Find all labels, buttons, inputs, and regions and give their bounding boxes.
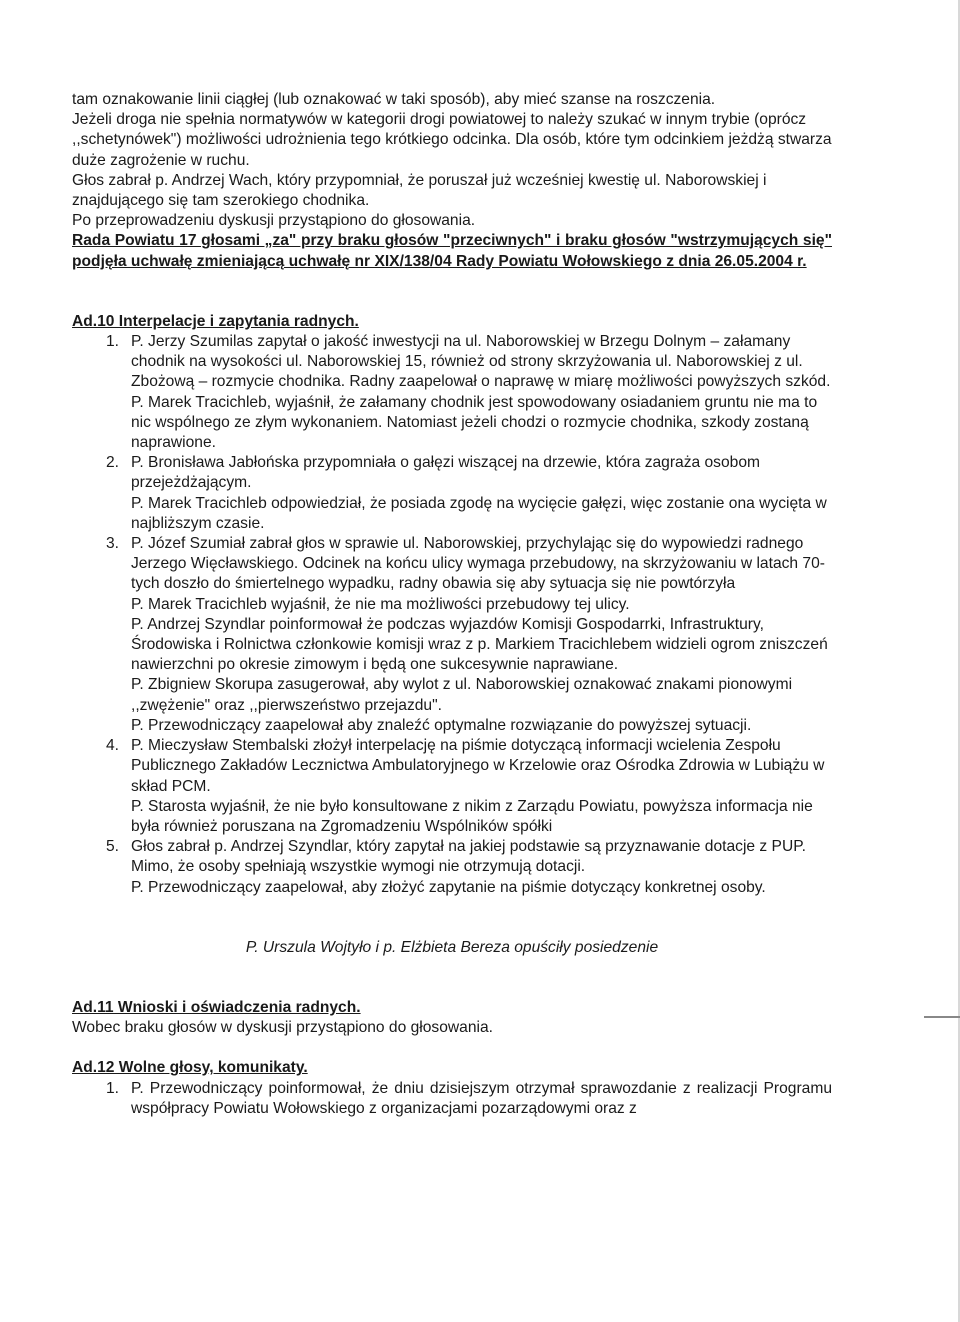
departure-note: P. Urszula Wojtyło i p. Elżbieta Bereza opuściły posiedzenie bbox=[245, 938, 659, 956]
item-number: 4. bbox=[105, 737, 119, 755]
ad10-heading: Ad.10 Interpelacje i zapytania radnych. bbox=[72, 312, 359, 330]
item-line: P. Józef Szumiał zabrał głos w sprawie ul. Naborowskiej, przychylając się do wypowiedzi radnego Jerzego Więcławskiego. Odcinek na końcu ulicy wymaga przebudowy, na skrzyżowaniu w latach 70-tych doszło do śmiertelnego wypadku, radny obawia się aby sytuacja się nie powtórzyła bbox=[131, 535, 825, 593]
ad10-item-1 bbox=[72, 332, 832, 453]
item-line: P. Marek Tracichleb, wyjaśnił, że załamany chodnik jest spowodowany osiadaniem gruntu nie ma to nic wspólnego ze złym wykonaniem. Natomiast jeżeli chodzi o rozmycie chodnika, szkody zostaną naprawione. bbox=[131, 393, 818, 452]
ad10-item-3 bbox=[72, 534, 832, 736]
item-line: P. Bronisława Jabłońska przypomniała o gałęzi wiszącej na drzewie, która zagraża osobom przejeżdżającym. bbox=[131, 454, 760, 492]
item-line: Głos zabrał p. Andrzej Szyndlar, który zapytał na jakiej podstawie są przyznawanie dotacje z PUP. Mimo, że osoby spełniają wszystkie wymogi nie otrzymują dotacji. bbox=[131, 838, 806, 876]
ad12-item-1 bbox=[72, 1079, 832, 1119]
intro-paragraph-1: tam oznakowanie linii ciągłej (lub oznakować w taki sposób), aby mieć szanse na roszczenia. bbox=[72, 91, 716, 108]
document-body bbox=[72, 90, 832, 1119]
ad10-item-5 bbox=[72, 837, 832, 898]
item-line: P. Marek Tracichleb wyjaśnił, że nie ma możliwości przebudowy tej ulicy. bbox=[131, 595, 630, 613]
item-number: 2. bbox=[105, 454, 119, 472]
item-line: P. Marek Tracichleb odpowiedział, że posiada zgodę na wycięcie gałęzi, więc zostanie ona wycięta w najbliższym czasie. bbox=[131, 494, 827, 532]
ad12-heading: Ad.12 Wolne głosy, komunikaty. bbox=[72, 1059, 308, 1077]
ad11-text: Wobec braku głosów w dyskusji przystąpiono do głosowania. bbox=[72, 1019, 493, 1037]
ad11-heading: Ad.11 Wnioski i oświadczenia radnych. bbox=[72, 998, 361, 1016]
item-number: 3. bbox=[105, 535, 119, 553]
resolution-statement: Rada Powiatu 17 głosami „za" przy braku głosów "przeciwnych" i braku głosów "wstrzymujących się" podjęła uchwałę zmieniającą uchwałę nr XIX/138/04 Rady Powiatu Wołowskiego z dnia 26.05.2004 r. bbox=[72, 232, 832, 270]
item-line: P. Przewodniczący zaapelował, aby złożyć zapytanie na piśmie dotyczący konkretnej osoby. bbox=[131, 878, 766, 896]
item-line: P. Andrzej Szyndlar poinformował że podczas wyjazdów Komisji Gospodarrki, Infrastruktury, Środowiska i Rolnictwa członkowie komisji wraz z p. Markiem Tracichlebem widzieli ogrom zniszczeń nawierzchni po okresie zimowym i będą one sukcesywnie naprawiane. bbox=[131, 615, 828, 674]
intro-paragraph-2: Jeżeli droga nie spełnia normatywów w kategorii drogi powiatowej to należy szukać w innym trybie (oprócz ,,schetynówek") możliwości udrożnienia tego krótkiego odcinka. Dla osób, które tym odcinkiem jeżdżą stwarza duże zagrożenie w ruchu. bbox=[72, 111, 832, 169]
item-number: 5. bbox=[105, 838, 119, 856]
intro-paragraph-4: Po przeprowadzeniu dyskusji przystąpiono do głosowania. bbox=[72, 212, 476, 230]
item-line: P. Mieczysław Stembalski złożył interpelację na piśmie dotyczącą informacji wcielenia Zespołu Publicznego Zakładów Lecznictwa Ambulatoryjnego w Krzelowie oraz Ośrodka Zdrowia w Lubiążu w skład PCM. bbox=[131, 737, 825, 795]
item-line: P. Starosta wyjaśnił, że nie było konsultowane z nikim z Zarządu Powiatu, powyższa informacja nie była również poruszana na Zgromadzeniu Wspólników spółki bbox=[131, 797, 813, 835]
item-line: P. Przewodniczący poinformował, że dniu dzisiejszym otrzymał sprawozdanie z realizacji Programu współpracy Powiatu Wołowskiego z organizacjami pozarządowymi oraz z bbox=[131, 1079, 832, 1117]
item-number: 1. bbox=[105, 1079, 119, 1097]
intro-paragraph-3: Głos zabrał p. Andrzej Wach, który przypomniał, że poruszał już wcześniej kwestię ul. Naborowskiej i znajdującego się tam szerokiego chodnika. bbox=[72, 171, 767, 210]
scan-mark bbox=[924, 1016, 960, 1018]
item-number: 1. bbox=[105, 333, 119, 351]
ad10-item-2 bbox=[72, 453, 832, 534]
ad10-item-4 bbox=[72, 736, 832, 837]
item-line: P. Jerzy Szumilas zapytał o jakość inwestycji na ul. Naborowskiej w Brzegu Dolnym – załamany chodnik na wysokości ul. Naborowskiej 15, również od strony skrzyżowania ul. Naborowskiej z ul. Zbożową – rozmycie chodnika. Radny zaapelował o naprawę w miarę możliwości powyższych szkód. bbox=[131, 333, 831, 391]
item-line: P. Przewodniczący zaapelował aby znaleźć optymalne rozwiązanie do powyższej sytuacji. bbox=[131, 716, 752, 734]
item-line: P. Zbigniew Skorupa zasugerował, aby wylot z ul. Naborowskiej oznakować znakami pionowymi ,,zwężenie" oraz ,,pierwszeństwo przejazdu". bbox=[131, 676, 793, 714]
